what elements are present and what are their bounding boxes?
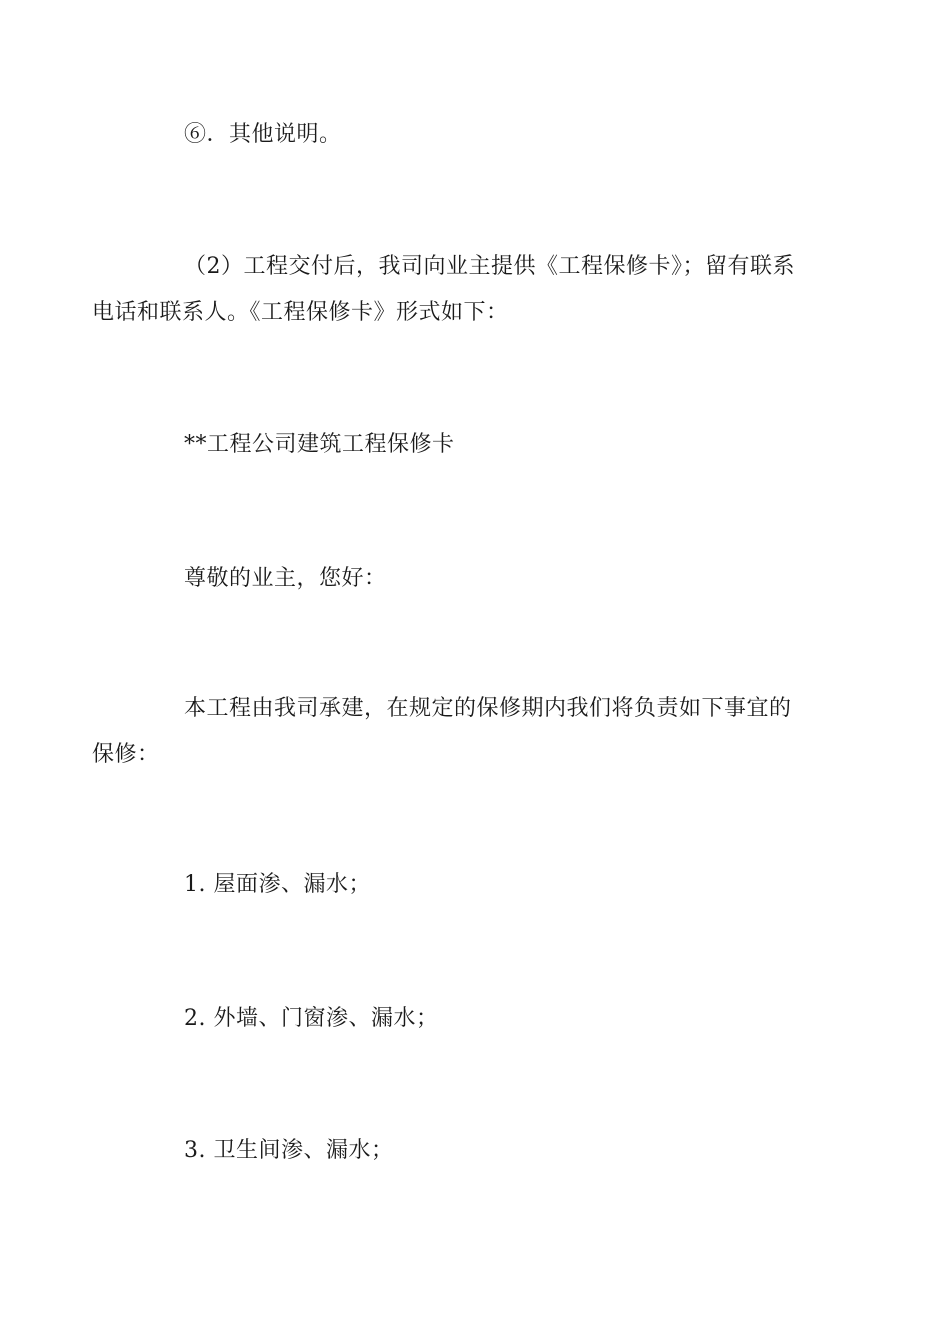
warranty-card-title: [138, 422, 808, 468]
text-line: 电话和联系人。《工程保修卡》形式如下：: [92, 300, 509, 325]
text-line: **工程公司建筑工程保修卡: [184, 432, 455, 457]
list-item: [138, 1128, 808, 1174]
text-line: （2）工程交付后，我司向业主提供《工程保修卡》；留有联系: [184, 254, 795, 279]
list-item: [138, 996, 808, 1042]
list-item: [138, 862, 808, 908]
greeting: [138, 556, 808, 602]
text-line: 本工程由我司承建，在规定的保修期内我们将负责如下事宜的: [184, 696, 792, 721]
text-line: 尊敬的业主，您好：: [184, 566, 387, 591]
paragraph-warranty-card-intro: [92, 244, 808, 336]
text-line: 3. 卫生间渗、漏水；: [184, 1138, 394, 1163]
paragraph-warranty-scope: [92, 686, 808, 778]
text-line: 2. 外墙、门窗渗、漏水；: [184, 1006, 439, 1031]
paragraph-other-notes: [138, 112, 808, 158]
text-line: 保修：: [92, 742, 160, 767]
text-line: ⑥．其他说明。: [184, 122, 342, 147]
text-line: 1. 屋面渗、漏水；: [184, 872, 371, 897]
